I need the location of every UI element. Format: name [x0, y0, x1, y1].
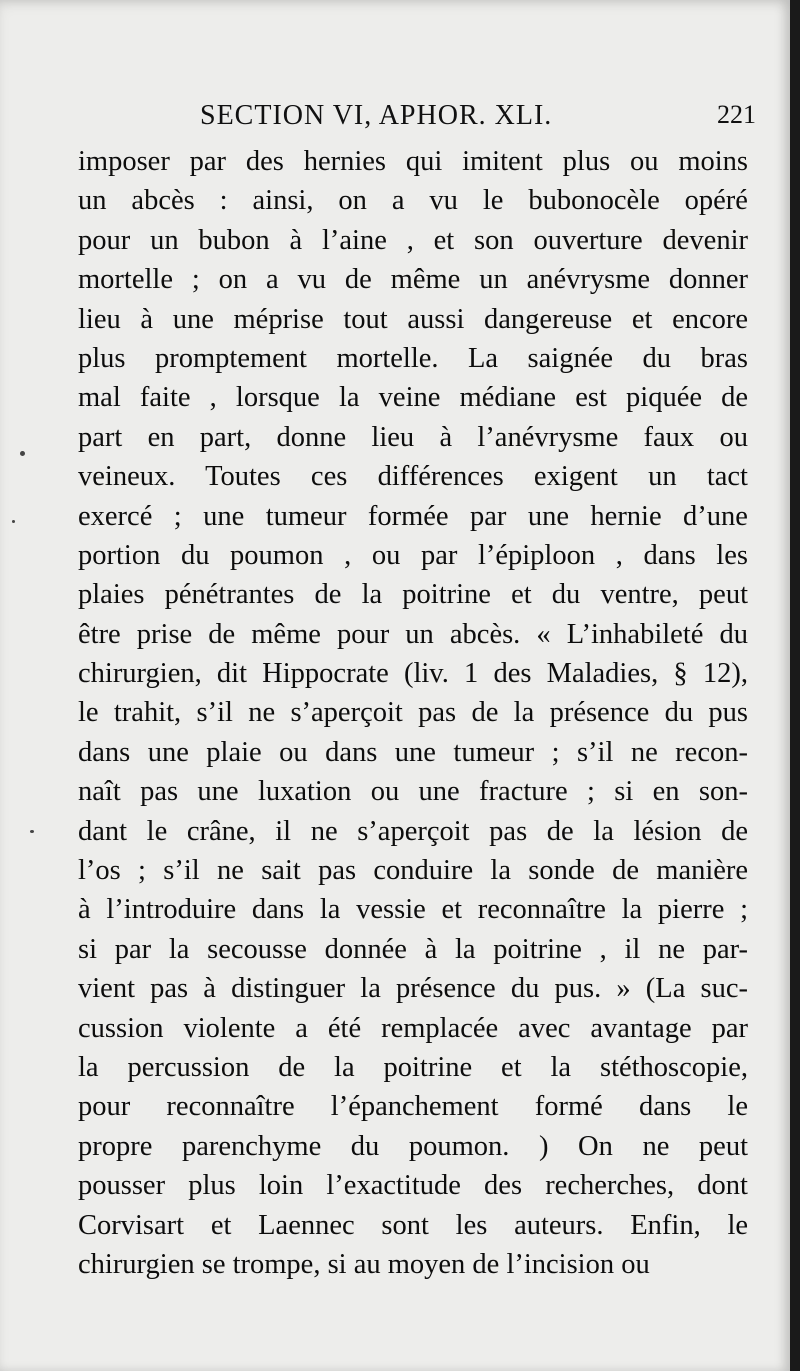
text-line: naît pas une luxation ou une fracture ; si en son- — [78, 776, 748, 808]
text-line: plus promptement mortelle. La saignée du bras — [78, 342, 748, 374]
page-number: 221 — [717, 100, 756, 129]
text-line: cussion violente a été remplacée avec avantage par — [78, 1012, 748, 1044]
text-line: un abcès : ainsi, on a vu le bubonocèle opéré — [78, 185, 748, 217]
text-line: propre parenchyme du poumon. ) On ne peut — [78, 1130, 748, 1162]
text-line: veineux. Toutes ces différences exigent un tact — [78, 461, 748, 493]
text-line: chirurgien se trompe, si au moyen de l’incision ou — [78, 1248, 650, 1280]
text-line: portion du poumon , ou par l’épiploon , dans les — [78, 539, 748, 571]
text-line: part en part, donne lieu à l’anévrysme faux ou — [78, 421, 748, 453]
text-line: à l’introduire dans la vessie et reconnaître la pierre ; — [78, 894, 748, 926]
text-line: exercé ; une tumeur formée par une hernie d’une — [78, 500, 748, 532]
text-line: mal faite , lorsque la veine médiane est piquée de — [78, 382, 748, 414]
text-line: dant le crâne, il ne s’aperçoit pas de la lésion de — [78, 815, 748, 847]
text-line: l’os ; s’il ne sait pas conduire la sonde de manière — [78, 855, 748, 887]
running-header — [78, 100, 756, 140]
text-line: la percussion de la poitrine et la stéthoscopie, — [78, 1051, 748, 1083]
text-line: mortelle ; on a vu de même un anévrysme donner — [78, 264, 748, 296]
text-line: lieu à une méprise tout aussi dangereuse et encore — [78, 303, 748, 335]
text-line: Corvisart et Laennec sont les auteurs. Enfin, le — [78, 1209, 748, 1241]
running-title: SECTION VI, APHOR. XLI. — [200, 100, 553, 131]
body-text — [78, 142, 748, 1284]
text-line: le trahit, s’il ne s’aperçoit pas de la présence du pus — [78, 697, 748, 729]
text-line: pousser plus loin l’exactitude des recherches, dont — [78, 1170, 748, 1202]
text-line: imposer par des hernies qui imitent plus ou moins — [78, 146, 748, 177]
text-line: plaies pénétrantes de la poitrine et du ventre, peut — [78, 579, 748, 611]
speck — [30, 830, 34, 833]
text-line: pour un bubon à l’aine , et son ouverture devenir — [78, 224, 748, 256]
text-line: vient pas à distinguer la présence du pus. » (La suc- — [78, 973, 748, 1005]
speck — [12, 520, 15, 523]
text-line: chirurgien, dit Hippocrate (liv. 1 des Maladies, § 12), — [78, 658, 748, 690]
speck — [20, 451, 25, 456]
text-line: dans une plaie ou dans une tumeur ; s’il ne recon- — [78, 736, 748, 768]
text-line: être prise de même pour un abcès. « L’inhabileté du — [78, 618, 748, 650]
text-line: si par la secousse donnée à la poitrine , il ne par- — [78, 933, 748, 965]
text-line: pour reconnaître l’épanchement formé dans le — [78, 1091, 748, 1123]
